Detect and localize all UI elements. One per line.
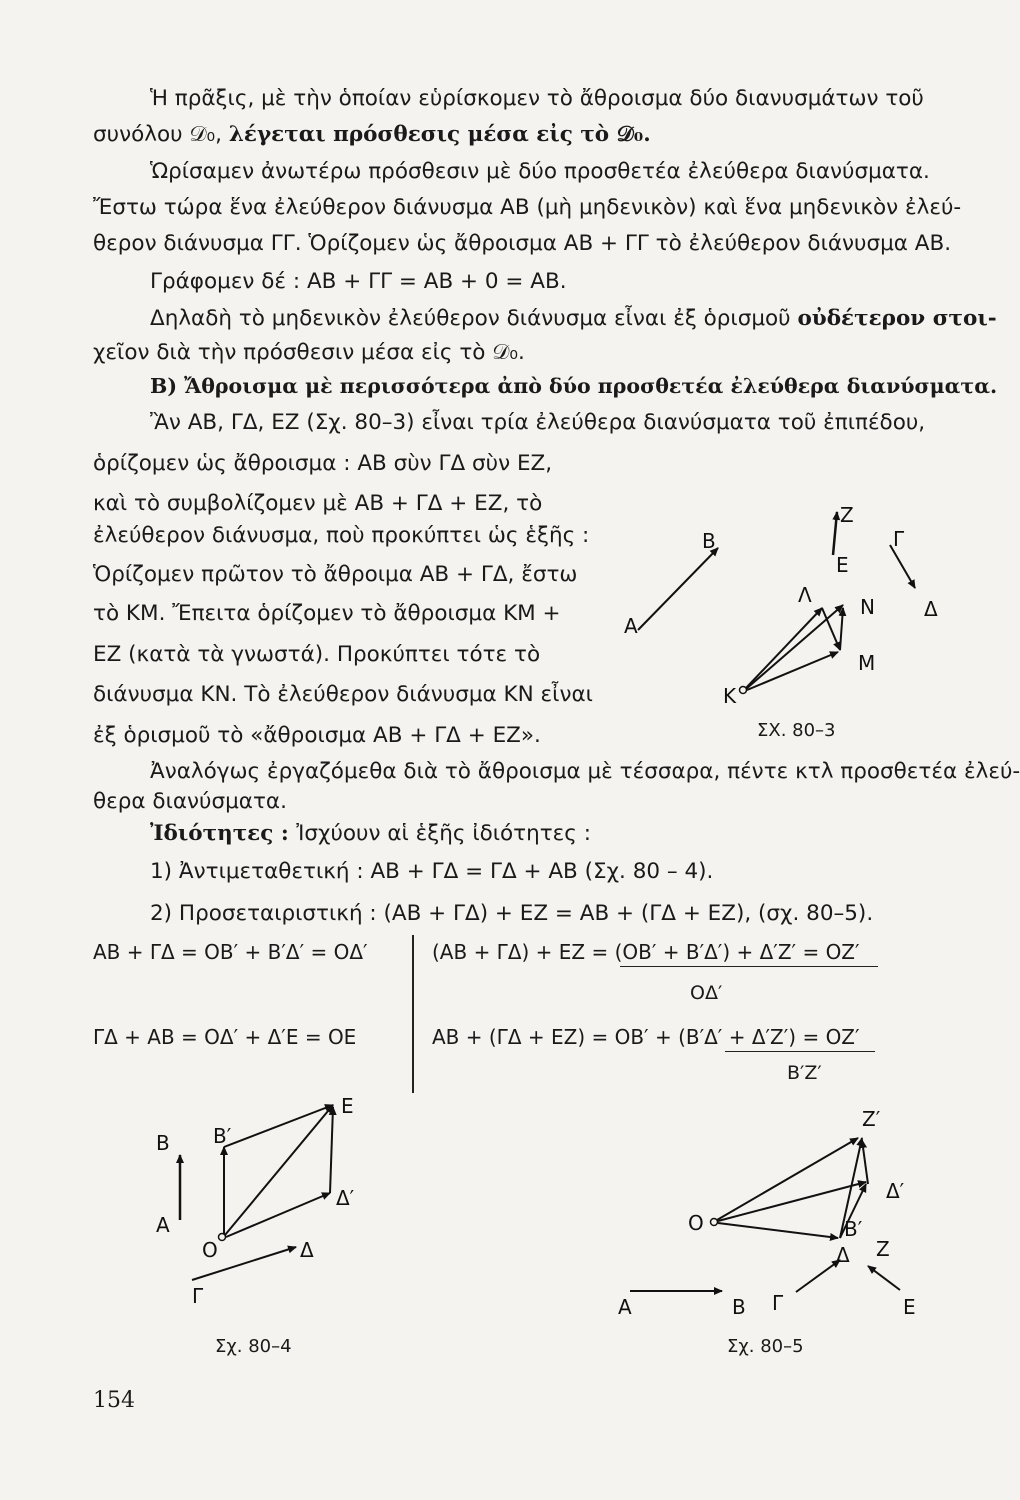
property-line: 1) Ἀντιμεταθετική : AB + ΓΔ = ΓΔ + AB (Σχ. 80 – 4). bbox=[150, 859, 714, 884]
text-line: EZ (κατὰ τὰ γνωστά). Προκύπτει τότε τὸ bbox=[93, 642, 541, 667]
label-z: Z bbox=[840, 503, 854, 527]
text-line: χεῖον διὰ τὴν πρόσθεσιν μέσα εἰς τὸ 𝒟₀. bbox=[93, 340, 525, 365]
underbrace bbox=[725, 1051, 875, 1052]
vector-mn bbox=[840, 608, 843, 650]
text-line: Ἡ πρᾶξις, μὲ τὴν ὁποίαν εὑρίσκομεν τὸ ἄθροισμα δύο διανυσμάτων τοῦ bbox=[150, 86, 924, 111]
text-line: ὁρίζομεν ὡς ἄθροισμα : AB σὺν ΓΔ σὺν EZ, bbox=[93, 451, 553, 476]
text-line: Ἔστω τώρα ἕνα ἐλεύθερον διάνυσμα AB (μὴ μηδενικὸν) καὶ ἕνα μηδενικὸν ἐλεύ- bbox=[93, 195, 962, 220]
label-gamma: Γ bbox=[192, 1284, 204, 1308]
point-o bbox=[711, 1219, 718, 1226]
vector-ez bbox=[868, 1266, 900, 1290]
equation-right-1: (AB + ΓΔ) + EZ = (OB′ + B′Δ′) + Δ′Z′ = OZ′ bbox=[432, 940, 860, 964]
label-o: O bbox=[688, 1211, 704, 1235]
label-z: Z bbox=[876, 1237, 890, 1261]
vector-oz-prime bbox=[717, 1138, 858, 1220]
label-b: B bbox=[732, 1295, 746, 1319]
label-b: B bbox=[156, 1131, 170, 1155]
vector-ab bbox=[638, 548, 718, 630]
label-m: M bbox=[858, 651, 876, 675]
text-line: ἐξ ὁρισμοῦ τὸ «ἄθροισμα AB + ΓΔ + EZ». bbox=[93, 723, 541, 748]
text-line: Ἀναλόγως ἐργαζόμεθα διὰ τὸ ἄθροισμα μὲ τέσσαρα, πέντε κτλ προσθετέα ἐλεύ- bbox=[150, 759, 1020, 784]
section-heading: Β) Ἄθροισμα μὲ περισσότερα ἀπὸ δύο προσθετέα ἐλεύθερα διανύσματα. bbox=[150, 374, 998, 398]
label-a: A bbox=[156, 1213, 170, 1237]
vector-kl bbox=[746, 608, 822, 688]
equation-right-2: AB + (ΓΔ + EZ) = OB′ + (B′Δ′ + Δ′Z′) = OZ′ bbox=[432, 1025, 860, 1049]
text-span-bold: οὐδέτερον στοι- bbox=[797, 306, 997, 331]
vector-dp-e bbox=[330, 1107, 333, 1193]
text-line: Ὡρίσαμεν ἀνωτέρω πρόσθεσιν μὲ δύο προσθετέα ἐλεύθερα διανύσματα. bbox=[150, 159, 930, 184]
label-e: E bbox=[341, 1094, 354, 1118]
figure-caption: ΣΧ. 80–3 bbox=[757, 720, 836, 741]
text-span: Ἰσχύουν αἱ ἑξῆς ἰδιότητες : bbox=[296, 821, 592, 846]
label-b-prime: B′ bbox=[844, 1217, 863, 1241]
vector-gd bbox=[890, 545, 915, 588]
vertical-rule bbox=[412, 935, 414, 1093]
label-k: K bbox=[723, 684, 737, 708]
label-delta: Δ bbox=[924, 597, 938, 621]
label-lambda: Λ bbox=[798, 583, 812, 607]
label-d-prime: Δ′ bbox=[886, 1179, 905, 1203]
text-line bbox=[93, 120, 651, 150]
label-b: B bbox=[702, 529, 716, 553]
text-span: συνόλου 𝒟₀, bbox=[93, 122, 229, 147]
equation-right-1-under: OΔ′ bbox=[690, 982, 723, 1004]
figure-80-3 bbox=[610, 490, 960, 730]
vector-ob-prime bbox=[718, 1223, 838, 1238]
equation-line: Γράφομεν δέ : AB + ΓΓ = AB + 0 = AB. bbox=[150, 269, 567, 294]
vector-gd bbox=[796, 1260, 840, 1292]
equation-right-2-under: B′Z′ bbox=[787, 1062, 822, 1084]
figure-80-5 bbox=[600, 1100, 960, 1325]
label-e: E bbox=[903, 1295, 916, 1319]
text-line: ἐλεύθερον διάνυσμα, ποὺ προκύπτει ὡς ἑξῆς : bbox=[93, 523, 590, 548]
label-delta: Δ bbox=[300, 1238, 314, 1262]
text-span-bold: λέγεται πρόσθεσις μέσα εἰς τὸ 𝒟₀. bbox=[228, 122, 651, 147]
page-number: 154 bbox=[93, 1388, 135, 1413]
text-line: Ἂν AB, ΓΔ, EZ (Σχ. 80–3) εἶναι τρία ἐλεύθερα διανύσματα τοῦ ἐπιπέδου, bbox=[150, 410, 926, 435]
vector-km bbox=[747, 652, 838, 690]
point-k bbox=[740, 687, 747, 694]
vector-dp-zp bbox=[862, 1140, 868, 1184]
text-line: καὶ τὸ συμβολίζομεν μὲ AB + ΓΔ + EZ, τὸ bbox=[93, 491, 543, 516]
figure-caption: Σχ. 80–4 bbox=[215, 1336, 292, 1357]
vector-od-prime bbox=[718, 1182, 866, 1221]
text-line: θερον διάνυσμα ΓΓ. Ὁρίζομεν ὡς ἄθροισμα AB + ΓΓ τὸ ἐλεύθερον διάνυσμα AB. bbox=[93, 231, 952, 256]
label-z-prime: Z′ bbox=[862, 1107, 881, 1131]
text-line: τὸ KM. Ἔπειτα ὁρίζομεν τὸ ἄθροισμα KM + bbox=[93, 601, 561, 626]
text-line: Ὁρίζομεν πρῶτον τὸ ἄθροιμα AB + ΓΔ, ἔστω bbox=[93, 562, 578, 587]
text-line bbox=[150, 819, 591, 849]
label-n: N bbox=[860, 595, 875, 619]
label-e: E bbox=[836, 553, 849, 577]
figure-80-4 bbox=[140, 1085, 400, 1315]
label-o: O bbox=[202, 1238, 218, 1262]
text-span-bold: Ἰδιότητες : bbox=[150, 821, 297, 846]
figure-caption: Σχ. 80–5 bbox=[727, 1336, 804, 1357]
label-b-prime: B′ bbox=[213, 1124, 232, 1148]
label-d-prime: Δ′ bbox=[336, 1186, 355, 1210]
label-a: A bbox=[624, 614, 638, 638]
text-line: διάνυσμα KN. Τὸ ἐλεύθερον διάνυσμα KN εἶναι bbox=[93, 682, 593, 707]
equation-left-2: ΓΔ + AB = OΔ′ + Δ′E = OE bbox=[93, 1025, 357, 1049]
label-delta: Δ bbox=[836, 1243, 850, 1267]
property-line: 2) Προσεταιριστική : (AB + ΓΔ) + EZ = AB + (ΓΔ + EZ), (σχ. 80–5). bbox=[150, 901, 874, 926]
text-span: Δηλαδὴ τὸ μηδενικὸν ἐλεύθερον διάνυσμα εἶναι ἐξ ὁρισμοῦ bbox=[150, 306, 798, 331]
label-a: A bbox=[618, 1295, 632, 1319]
text-line bbox=[150, 304, 997, 334]
vector-ez bbox=[833, 512, 837, 555]
text-line: θερα διανύσματα. bbox=[93, 789, 287, 814]
equation-left-1: AB + ΓΔ = OB′ + B′Δ′ = OΔ′ bbox=[93, 940, 368, 964]
underbrace bbox=[620, 966, 878, 967]
label-gamma: Γ bbox=[772, 1291, 784, 1315]
vector-kn bbox=[746, 605, 843, 689]
label-gamma: Γ bbox=[893, 527, 905, 551]
point-o bbox=[219, 1234, 226, 1241]
